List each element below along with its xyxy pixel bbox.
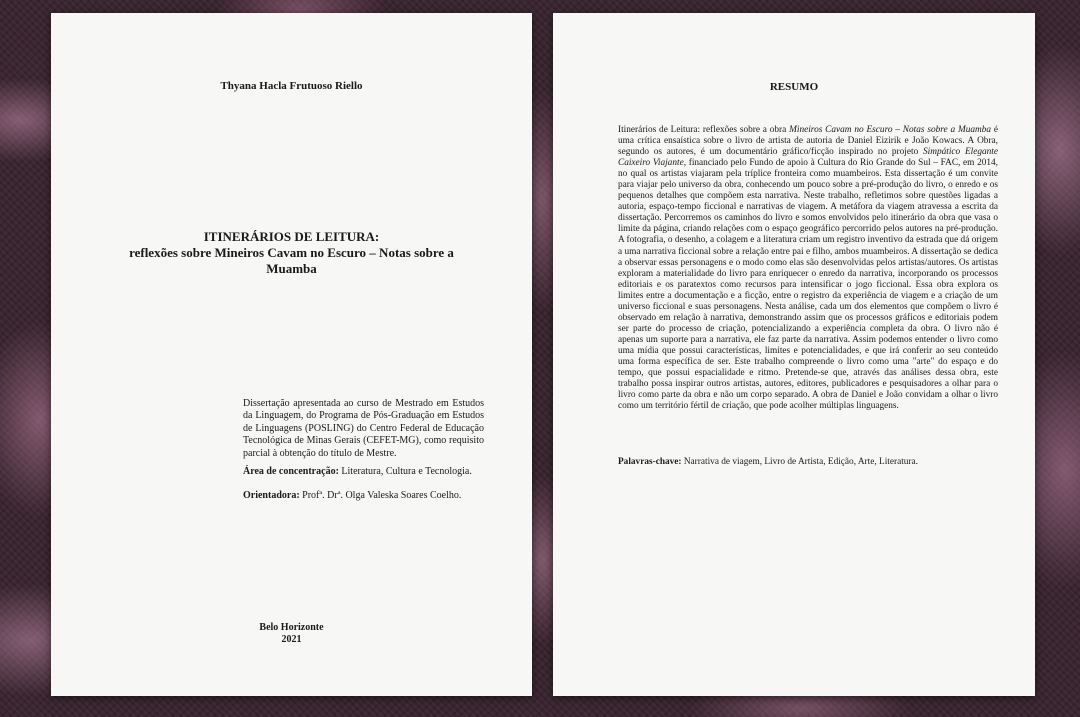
title-subtitle: reflexões sobre Mineiros Cavam no Escuro – Notas sobre a Muamba [129, 245, 454, 276]
dissertation-title [111, 229, 472, 277]
title-page [51, 13, 532, 696]
work-title: Mineiros Cavam no Escuro – Notas sobre a Muamba [789, 125, 992, 135]
concentration-area-value: Literatura, Cultura e Tecnologia. [341, 466, 472, 477]
abstract-text-part: , financiado pelo Fundo de apoio à Cultura do Rio Grande do Sul – FAC, em 2014, no qual os artistas viajaram pela tríplice fronteira como muambeiros. Esta dissertação é um convite para viajar pelo universo da obra, conhecendo um pouco sobre a pré-produção do livro, o enredo e os pequenos detalhes que compõem esta narrativa. Neste trabalho, refletimos sobre questões ligadas a autoria, espaço-tempo ficcional e narrativas de viagem. A metáfora da viagem atravessa a escrita da dissertação. Percorremos os caminhos do livro e somos envolvidos pelo itinerário da obra que vasa o limite da página, criando relações com o espaço geográfico percorrido pelos autores na pré-produção. A fotografia, o desenho, a colagem e a literatura criam um registro inventivo da estrada que dá origem a uma narrativa ficcional sobre a relação entre pai e filho, ambos muambeiros. A dissertação se dedica a observar essas personagens e o modo como elas são desenvolvidas pelos artistas/autores. Os artistas exploram a materialidade do livro para enriquecer o enredo da narrativa, incorporando os processos editoriais e os paratextos como recursos para intensificar o jogo ficcional. Essa obra explora os limites entre a documentação e a ficção, entre o registro da experiência de viagem e a criação de um universo ficcional e suas personagens. Nesta análise, cada um dos elementos que compõem o livro é observado em relação à narrativa, demonstrando assim que os processos gráficos e editoriais podem ser parte do processo de criação, potencializando a experiência completa da obra. O livro não é apenas um suporte para a narrativa, ele faz parte da narrativa. Assim podemos entender o livro como uma mídia que possui características, limites e potencialidades, e que irá conferir ao seu conteúdo uma forma específica de ser. Este trabalho compreende o livro como uma "arte" do espaço e do tempo, que possui espacialidade e ritmo. Pretende-se que, através das análises dessa obra, este trabalho possa inspirar outros artistas, autores, editores, publicadores e pesquisadores a olhar para o livro como parte da obra e não um corpo separado. A obra de Daniel e João convidam a olhar o livro como um território fértil de criação, que pode acolher múltiplas linguagens. [618, 158, 999, 412]
abstract-heading: RESUMO [769, 81, 819, 93]
abstract-text [618, 125, 998, 412]
dissertation-description: Dissertação apresentada ao curso de Mestrado em Estudos da Linguagem, do Programa de Pós-Graduação em Estudos de Linguagens (POSLING) do Centro Federal de Educação Tecnológica de Minas Gerais (CEFET-MG), como requisito parcial à obtenção do título de Mestre. [243, 398, 484, 459]
place-and-year [51, 622, 532, 646]
project-title: Simpático Elegante Caixeiro Viajante [618, 147, 998, 169]
concentration-area [243, 466, 493, 478]
keywords-label: Palavras-chave: [618, 457, 682, 467]
concentration-area-label: Área de concentração: [243, 466, 339, 477]
keywords [618, 457, 998, 468]
year: 2021 [281, 634, 302, 645]
abstract-text-part: é uma crítica ensaística sobre o livro de artista de autoria de Daniel Eizirik e João Kowacs. A Obra, segundo os autores, é um documentário gráfico/ficção inspirado no projeto [618, 125, 999, 158]
advisor-value: Profª. Drª. Olga Valeska Soares Coelho. [302, 490, 462, 501]
abstract-page [553, 13, 1035, 696]
author-name: Thyana Hacla Frutuoso Riello [220, 80, 363, 92]
abstract-text-part: Itinerários de Leitura: reflexões sobre a obra [618, 125, 790, 135]
advisor-label: Orientadora: [243, 490, 300, 501]
city: Belo Horizonte [259, 622, 324, 633]
title-main: ITINERÁRIOS DE LEITURA: [203, 229, 380, 244]
keywords-value: Narrativa de viagem, Livro de Artista, Edição, Arte, Literatura. [683, 457, 918, 467]
advisor [243, 490, 493, 502]
